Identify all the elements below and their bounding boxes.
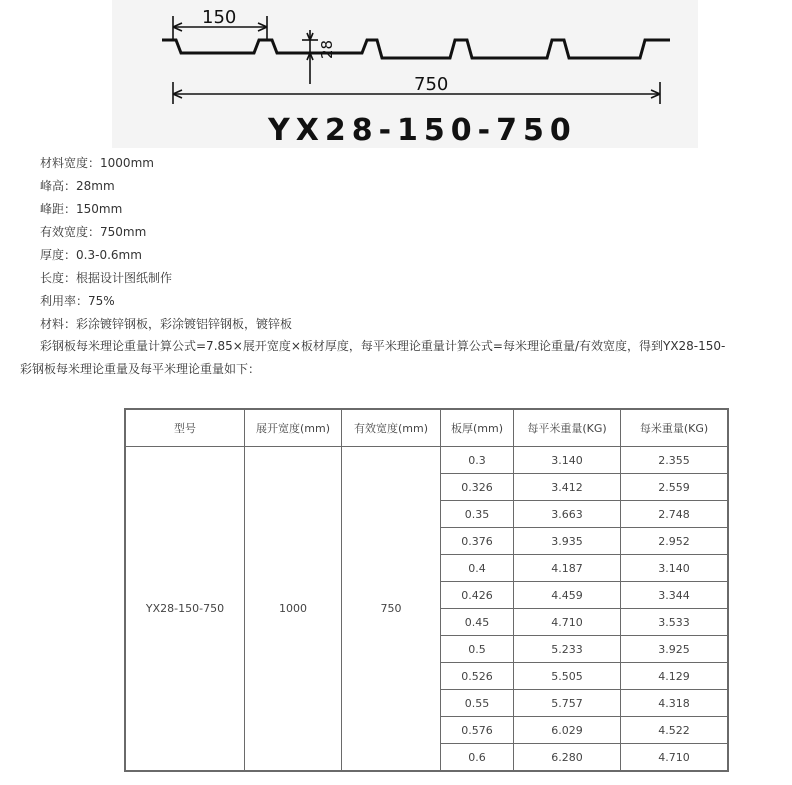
weight-per-sqm-cell: 6.280 xyxy=(514,744,621,772)
header-model: 型号 xyxy=(125,409,245,447)
thickness-cell: 0.45 xyxy=(441,609,514,636)
paragraph-line-2: 彩钢板每米理论重量及每平米理论重量如下： xyxy=(20,362,261,376)
thickness-cell: 0.526 xyxy=(441,663,514,690)
weight-per-sqm-cell: 3.412 xyxy=(514,474,621,501)
effective-width-cell: 750 xyxy=(342,447,441,772)
thickness-cell: 0.55 xyxy=(441,690,514,717)
thickness-cell: 0.326 xyxy=(441,474,514,501)
spec-value: 75% xyxy=(88,294,115,308)
weight-per-sqm-cell: 3.663 xyxy=(514,501,621,528)
weight-per-m-cell: 2.748 xyxy=(621,501,729,528)
weight-per-sqm-cell: 5.505 xyxy=(514,663,621,690)
weight-per-sqm-cell: 3.935 xyxy=(514,528,621,555)
header-effective-width: 有效宽度(mm) xyxy=(342,409,441,447)
spec-label: 有效宽度 xyxy=(40,225,89,239)
thickness-cell: 0.3 xyxy=(441,447,514,474)
weight-per-m-cell: 2.559 xyxy=(621,474,729,501)
spec-label: 材料宽度 xyxy=(40,156,89,170)
spec-label: 峰高 xyxy=(40,179,65,193)
spec-value: 28mm xyxy=(76,179,115,193)
spec-row: 有效宽度：750mm xyxy=(40,225,147,239)
unfold-width-cell: 1000 xyxy=(245,447,342,772)
weight-per-m-cell: 2.355 xyxy=(621,447,729,474)
height-label: 28 xyxy=(318,39,336,59)
formula-paragraph xyxy=(20,335,792,381)
weight-per-m-cell: 3.925 xyxy=(621,636,729,663)
weight-per-sqm-cell: 3.140 xyxy=(514,447,621,474)
model-title: YX28-150-750 xyxy=(268,113,577,148)
model-cell: YX28-150-750 xyxy=(125,447,245,772)
thickness-cell: 0.4 xyxy=(441,555,514,582)
spec-value: 150mm xyxy=(76,202,123,216)
spec-value: 750mm xyxy=(100,225,147,239)
table-row xyxy=(125,447,728,474)
weight-per-m-cell: 3.533 xyxy=(621,609,729,636)
spec-row: 厚度：0.3-0.6mm xyxy=(40,248,142,262)
thickness-cell: 0.376 xyxy=(441,528,514,555)
weight-per-sqm-cell: 4.187 xyxy=(514,555,621,582)
spec-row: 峰高：28mm xyxy=(40,179,115,193)
weight-per-m-cell: 4.129 xyxy=(621,663,729,690)
pitch-label: 150 xyxy=(202,7,237,28)
weight-per-m-cell: 3.140 xyxy=(621,555,729,582)
weight-per-sqm-cell: 5.757 xyxy=(514,690,621,717)
width-label: 750 xyxy=(414,74,449,95)
spec-label: 厚度 xyxy=(40,248,65,262)
thickness-cell: 0.576 xyxy=(441,717,514,744)
spec-label: 峰距 xyxy=(40,202,65,216)
thickness-cell: 0.5 xyxy=(441,636,514,663)
spec-value: 1000mm xyxy=(100,156,154,170)
weight-per-sqm-cell: 4.459 xyxy=(514,582,621,609)
weight-table xyxy=(124,408,729,772)
header-unfold-width: 展开宽度(mm) xyxy=(245,409,342,447)
spec-label: 材料 xyxy=(40,317,65,331)
header-weight-per-m: 每米重量(KG) xyxy=(621,409,729,447)
header-weight-per-sqm: 每平米重量(KG) xyxy=(514,409,621,447)
weight-per-m-cell: 3.344 xyxy=(621,582,729,609)
weight-per-sqm-cell: 6.029 xyxy=(514,717,621,744)
spec-label: 长度 xyxy=(40,271,65,285)
spec-list xyxy=(40,152,292,336)
header-thickness: 板厚(mm) xyxy=(441,409,514,447)
spec-value: 0.3-0.6mm xyxy=(76,248,142,262)
weight-per-m-cell: 4.318 xyxy=(621,690,729,717)
spec-value: 根据设计图纸制作 xyxy=(76,271,173,285)
weight-per-sqm-cell: 5.233 xyxy=(514,636,621,663)
thickness-cell: 0.6 xyxy=(441,744,514,772)
weight-per-m-cell: 4.710 xyxy=(621,744,729,772)
panel-profile xyxy=(162,40,670,58)
weight-per-m-cell: 2.952 xyxy=(621,528,729,555)
thickness-cell: 0.426 xyxy=(441,582,514,609)
height-dimension xyxy=(302,30,318,84)
spec-row: 长度：根据设计图纸制作 xyxy=(40,271,173,285)
weight-per-sqm-cell: 4.710 xyxy=(514,609,621,636)
spec-row: 材料：彩涂镀锌钢板，彩涂镀铝锌钢板，镀锌板 xyxy=(40,317,293,331)
spec-row: 利用率：75% xyxy=(40,294,115,308)
spec-row: 材料宽度：1000mm xyxy=(40,156,154,170)
table-header-row xyxy=(125,409,728,447)
spec-label: 利用率 xyxy=(40,294,77,308)
spec-row: 峰距：150mm xyxy=(40,202,123,216)
spec-value: 彩涂镀锌钢板，彩涂镀铝锌钢板，镀锌板 xyxy=(76,317,293,331)
paragraph-line-1: 彩钢板每米理论重量计算公式=7.85×展开宽度×板材厚度，每平米理论重量计算公式=每米理论重量/有效宽度，得到YX28-150- xyxy=(40,339,726,353)
weight-per-m-cell: 4.522 xyxy=(621,717,729,744)
thickness-cell: 0.35 xyxy=(441,501,514,528)
